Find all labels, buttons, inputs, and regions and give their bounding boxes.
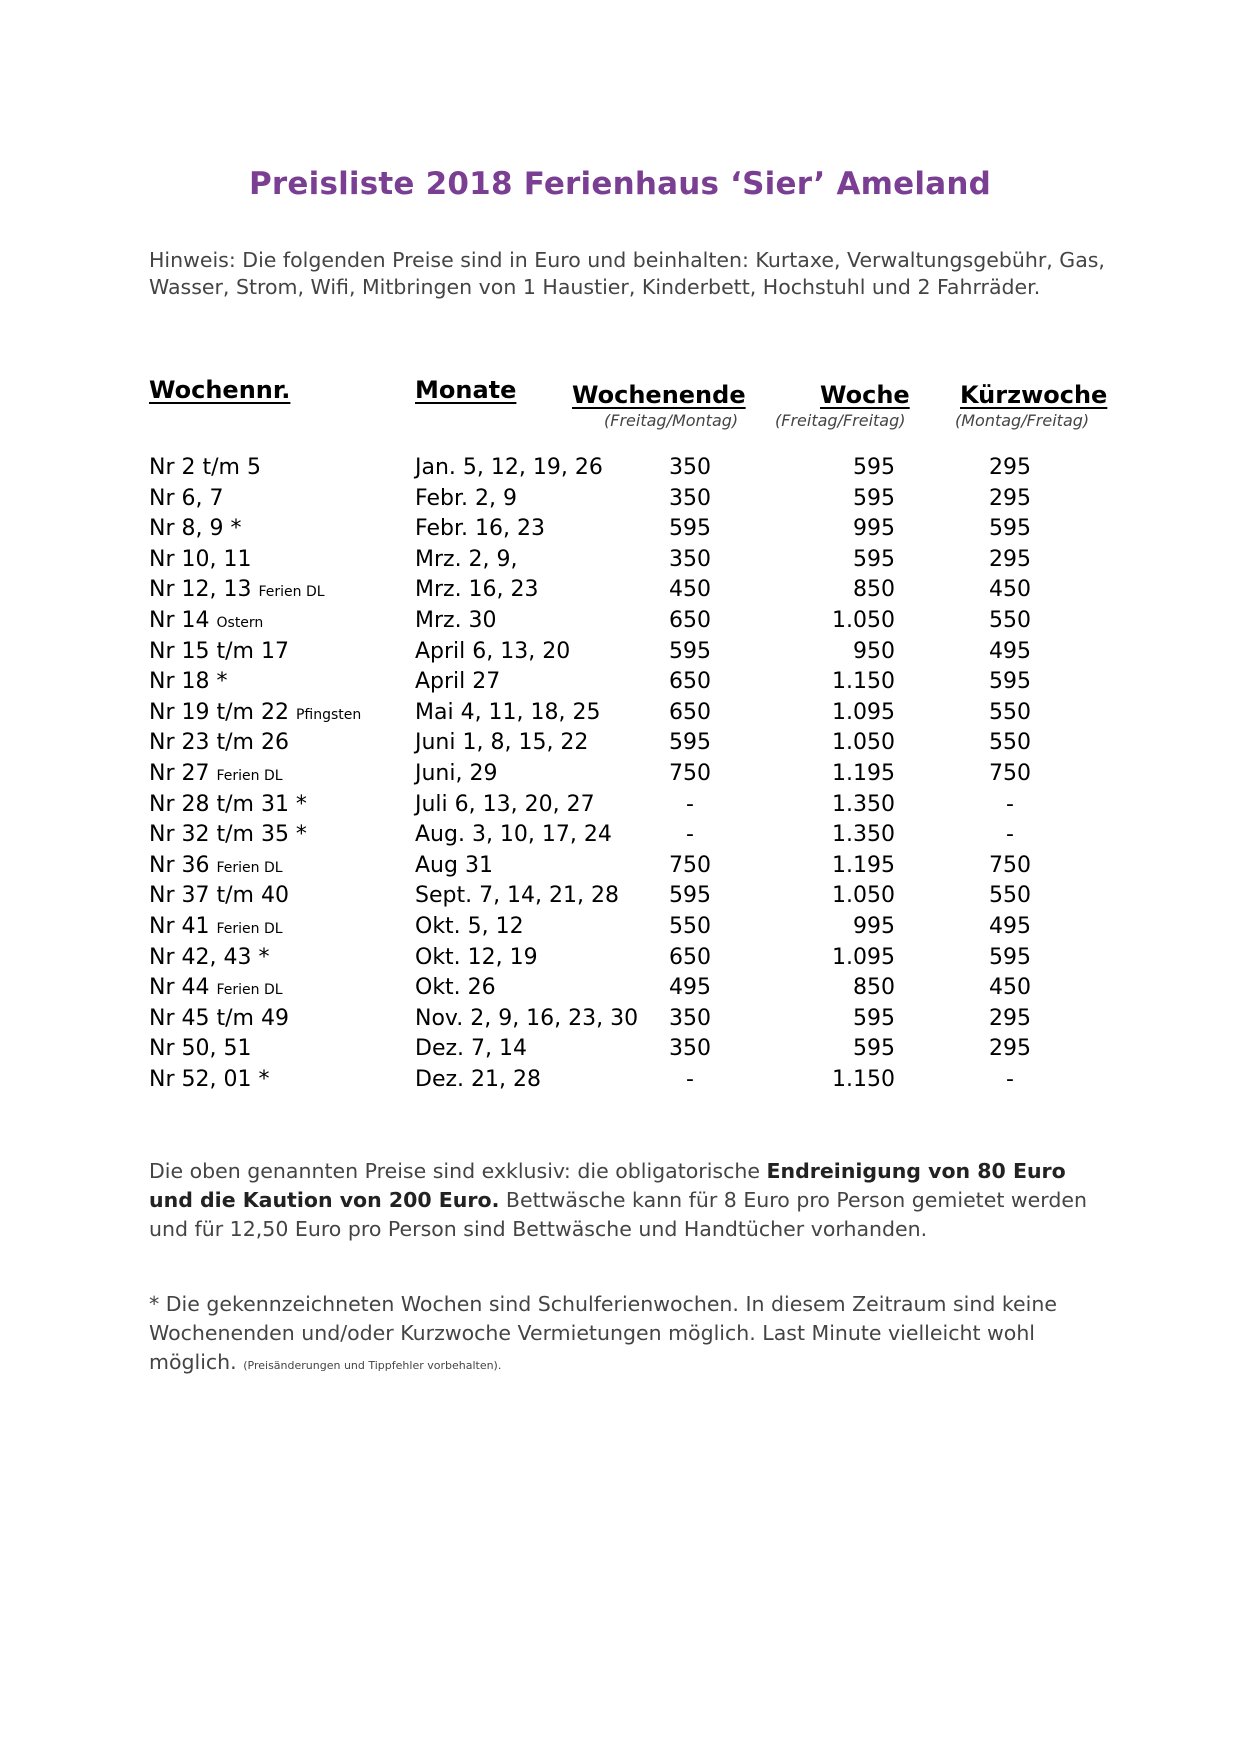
header-full-week-sub: (Freitag/Freitag)	[775, 411, 906, 430]
months-cell: Juli 6, 13, 20, 27	[415, 791, 595, 817]
week-price-cell: 1.050	[832, 883, 895, 909]
weekend-price-cell: 550	[669, 913, 711, 939]
months-cell: Juni 1, 8, 15, 22	[415, 730, 589, 756]
week-number-cell	[149, 516, 241, 541]
weekend-price-cell: 750	[669, 760, 711, 786]
short-week-price-cell: 495	[989, 913, 1031, 939]
short-week-price-cell: 295	[989, 1036, 1031, 1062]
week-number-cell	[149, 486, 223, 511]
week-number-text: Nr 28 t/m 31 *	[149, 791, 307, 817]
table-row	[0, 914, 1240, 945]
months-cell: Mrz. 30	[415, 607, 497, 633]
table-row	[0, 1036, 1240, 1067]
table-row	[0, 608, 1240, 639]
weekend-price-cell: 650	[669, 607, 711, 633]
footnote	[149, 1290, 1109, 1380]
weekend-price-cell: 450	[669, 577, 711, 603]
short-week-price-cell: 550	[989, 699, 1031, 725]
week-number-text: Nr 42, 43 *	[149, 944, 270, 970]
week-price-cell: 1.150	[832, 669, 895, 695]
week-number-text: Nr 37 t/m 40	[149, 883, 289, 909]
short-week-price-cell: -	[1006, 791, 1014, 817]
week-price-cell: 995	[853, 516, 895, 542]
week-number-cell	[149, 547, 251, 572]
week-number-text: Nr 15 t/m 17	[149, 638, 289, 664]
header-weekend: Wochenende	[572, 381, 746, 409]
table-row	[0, 669, 1240, 700]
table-row	[0, 761, 1240, 792]
short-week-price-cell: 595	[989, 516, 1031, 542]
week-number-cell	[149, 639, 289, 664]
header-week-number: Wochennr.	[149, 376, 291, 404]
exclusive-prices-note	[149, 1157, 1109, 1244]
weekend-price-cell: 650	[669, 699, 711, 725]
weekend-price-cell: -	[686, 822, 694, 848]
week-note: Ferien DL	[216, 767, 283, 784]
week-number-text: Nr 12, 13	[149, 577, 252, 603]
week-price-cell: 1.095	[832, 944, 895, 970]
week-note: Ferien DL	[216, 859, 283, 876]
week-note: Ferien DL	[216, 920, 283, 937]
table-row	[0, 975, 1240, 1006]
weekend-price-cell: 595	[669, 730, 711, 756]
table-row	[0, 700, 1240, 731]
short-week-price-cell: 295	[989, 1005, 1031, 1031]
short-week-price-cell: 295	[989, 485, 1031, 511]
week-number-text: Nr 18 *	[149, 669, 228, 695]
short-week-price-cell: 450	[989, 975, 1031, 1001]
week-price-cell: 595	[853, 1005, 895, 1031]
week-number-cell	[149, 455, 261, 480]
months-cell: Nov. 2, 9, 16, 23, 30	[415, 1005, 639, 1031]
table-row	[0, 1006, 1240, 1037]
week-price-cell: 1.350	[832, 791, 895, 817]
week-price-cell: 1.150	[832, 1066, 895, 1092]
header-months: Monate	[415, 376, 517, 404]
months-cell: Sept. 7, 14, 21, 28	[415, 883, 620, 909]
week-number-cell	[149, 1036, 251, 1061]
exclusive-text-1: Die oben genannten Preise sind exklusiv: die obligatorische	[149, 1159, 767, 1183]
table-row	[0, 883, 1240, 914]
weekend-price-cell: 595	[669, 883, 711, 909]
week-number-cell	[149, 975, 283, 1000]
short-week-price-cell: 550	[989, 883, 1031, 909]
weekend-price-cell: -	[686, 1066, 694, 1092]
header-short-week: Kürzwoche	[960, 381, 1108, 409]
months-cell: Dez. 21, 28	[415, 1066, 541, 1092]
table-row	[0, 455, 1240, 486]
short-week-price-cell: -	[1006, 822, 1014, 848]
weekend-price-cell: 595	[669, 638, 711, 664]
months-cell: Jan. 5, 12, 19, 26	[415, 455, 603, 480]
intro-note: Hinweis: Die folgenden Preise sind in Euro und beinhalten: Kurtaxe, Verwaltungsgebühr, Gas, Wasser, Strom, Wifi, Mitbringen von 1 Haustier, Kinderbett, Hochstuhl und 2 Fahrräder.	[149, 248, 1105, 299]
months-cell: Okt. 26	[415, 975, 496, 1001]
table-row	[0, 547, 1240, 578]
week-number-text: Nr 32 t/m 35 *	[149, 822, 307, 848]
months-cell: Mrz. 2, 9,	[415, 546, 518, 572]
table-row	[0, 486, 1240, 517]
week-number-text: Nr 10, 11	[149, 546, 252, 572]
weekend-price-cell: 650	[669, 669, 711, 695]
short-week-price-cell: 295	[989, 546, 1031, 572]
short-week-price-cell: 595	[989, 669, 1031, 695]
months-cell: Febr. 2, 9	[415, 485, 517, 511]
week-note: Ferien DL	[258, 584, 325, 601]
weekend-price-cell: 750	[669, 852, 711, 878]
week-number-text: Nr 27	[149, 760, 210, 786]
week-number-text: Nr 36	[149, 852, 210, 878]
week-number-cell	[149, 792, 307, 817]
months-cell: Aug. 3, 10, 17, 24	[415, 822, 612, 848]
weekend-price-cell: 350	[669, 455, 711, 480]
week-number-cell	[149, 700, 361, 725]
week-price-cell: 995	[853, 913, 895, 939]
months-cell: April 6, 13, 20	[415, 638, 571, 664]
week-number-cell	[149, 577, 325, 602]
table-row	[0, 792, 1240, 823]
week-number-cell	[149, 1067, 269, 1092]
week-number-text: Nr 23 t/m 26	[149, 730, 289, 756]
week-price-cell: 1.095	[832, 699, 895, 725]
short-week-price-cell: 550	[989, 730, 1031, 756]
week-price-cell: 595	[853, 455, 895, 480]
week-price-cell: 1.050	[832, 607, 895, 633]
weekend-price-cell: -	[686, 791, 694, 817]
short-week-price-cell: -	[1006, 1066, 1014, 1092]
week-note: Pfingsten	[295, 706, 362, 723]
short-week-price-cell: 495	[989, 638, 1031, 664]
months-cell: Juni, 29	[415, 760, 498, 786]
week-number-text: Nr 2 t/m 5	[149, 455, 261, 480]
footnote-text: * Die gekennzeichneten Wochen sind Schulferienwochen. In diesem Zeitraum sind keine Wochenenden und/oder Kurzwoche Vermietungen möglich. Last Minute vielleicht wohl möglich.	[149, 1292, 1057, 1374]
weekend-price-cell: 350	[669, 485, 711, 511]
week-number-text: Nr 19 t/m 22	[149, 699, 289, 725]
week-number-text: Nr 8, 9 *	[149, 516, 242, 542]
week-price-cell: 1.195	[832, 760, 895, 786]
week-number-cell	[149, 730, 289, 755]
week-number-cell	[149, 945, 269, 970]
exclusive-bold-text: Endreinigung von 80 Euro und die Kaution von 200 Euro.	[149, 1159, 1066, 1212]
months-cell: Mrz. 16, 23	[415, 577, 539, 603]
week-number-text: Nr 52, 01 *	[149, 1066, 270, 1092]
week-price-cell: 850	[853, 975, 895, 1001]
week-number-text: Nr 44	[149, 975, 210, 1001]
table-row	[0, 639, 1240, 670]
header-full-week: Woche	[820, 381, 910, 409]
header-short-week-sub: (Montag/Freitag)	[955, 411, 1090, 430]
short-week-price-cell: 450	[989, 577, 1031, 603]
table-row	[0, 822, 1240, 853]
months-cell: Febr. 16, 23	[415, 516, 545, 542]
months-cell: Okt. 5, 12	[415, 913, 524, 939]
week-number-cell	[149, 853, 283, 878]
week-note: Ferien DL	[216, 982, 283, 999]
short-week-price-cell: 750	[989, 852, 1031, 878]
week-number-cell	[149, 608, 263, 633]
weekend-price-cell: 495	[669, 975, 711, 1001]
months-cell: Aug 31	[415, 852, 493, 878]
week-price-cell: 850	[853, 577, 895, 603]
months-cell: Dez. 7, 14	[415, 1036, 527, 1062]
week-number-cell	[149, 1006, 289, 1031]
week-price-cell: 1.350	[832, 822, 895, 848]
week-note: Ostern	[216, 614, 264, 631]
weekend-price-cell: 650	[669, 944, 711, 970]
week-number-text: Nr 6, 7	[149, 485, 224, 511]
week-price-cell: 595	[853, 1036, 895, 1062]
header-weekend-sub: (Freitag/Montag)	[604, 411, 739, 430]
week-number-cell	[149, 761, 283, 786]
week-number-cell	[149, 822, 307, 847]
week-price-cell: 1.050	[832, 730, 895, 756]
week-price-cell: 950	[853, 638, 895, 664]
week-number-cell	[149, 914, 283, 939]
table-row	[0, 1067, 1240, 1098]
exclusive-text-2: Bettwäsche kann für 8 Euro pro Person gemietet werden und für 12,50 Euro pro Person sind Bettwäsche und Handtücher vorhanden.	[149, 1188, 1087, 1241]
week-price-cell: 595	[853, 546, 895, 572]
week-number-text: Nr 41	[149, 913, 210, 939]
months-cell: April 27	[415, 669, 501, 695]
week-number-cell	[149, 883, 289, 908]
footnote-small-print: (Preisänderungen und Tippfehler vorbehalten).	[243, 1359, 502, 1372]
table-row	[0, 516, 1240, 547]
weekend-price-cell: 595	[669, 516, 711, 542]
table-row	[0, 730, 1240, 761]
table-row	[0, 945, 1240, 976]
months-cell: Okt. 12, 19	[415, 944, 538, 970]
table-row	[0, 853, 1240, 884]
page-title: Preisliste 2018 Ferienhaus ‘Sier’ Ameland	[248, 166, 991, 202]
week-number-cell	[149, 669, 227, 694]
weekend-price-cell: 350	[669, 1036, 711, 1062]
week-price-cell: 595	[853, 485, 895, 511]
weekend-price-cell: 350	[669, 546, 711, 572]
week-number-text: Nr 14	[149, 607, 210, 633]
short-week-price-cell: 750	[989, 760, 1031, 786]
table-row	[0, 577, 1240, 608]
week-number-text: Nr 50, 51	[149, 1036, 252, 1062]
week-price-cell: 1.195	[832, 852, 895, 878]
weekend-price-cell: 350	[669, 1005, 711, 1031]
months-cell: Mai 4, 11, 18, 25	[415, 699, 601, 725]
week-number-text: Nr 45 t/m 49	[149, 1005, 289, 1031]
short-week-price-cell: 550	[989, 607, 1031, 633]
short-week-price-cell: 595	[989, 944, 1031, 970]
short-week-price-cell: 295	[989, 455, 1031, 480]
price-table	[0, 455, 1240, 1097]
